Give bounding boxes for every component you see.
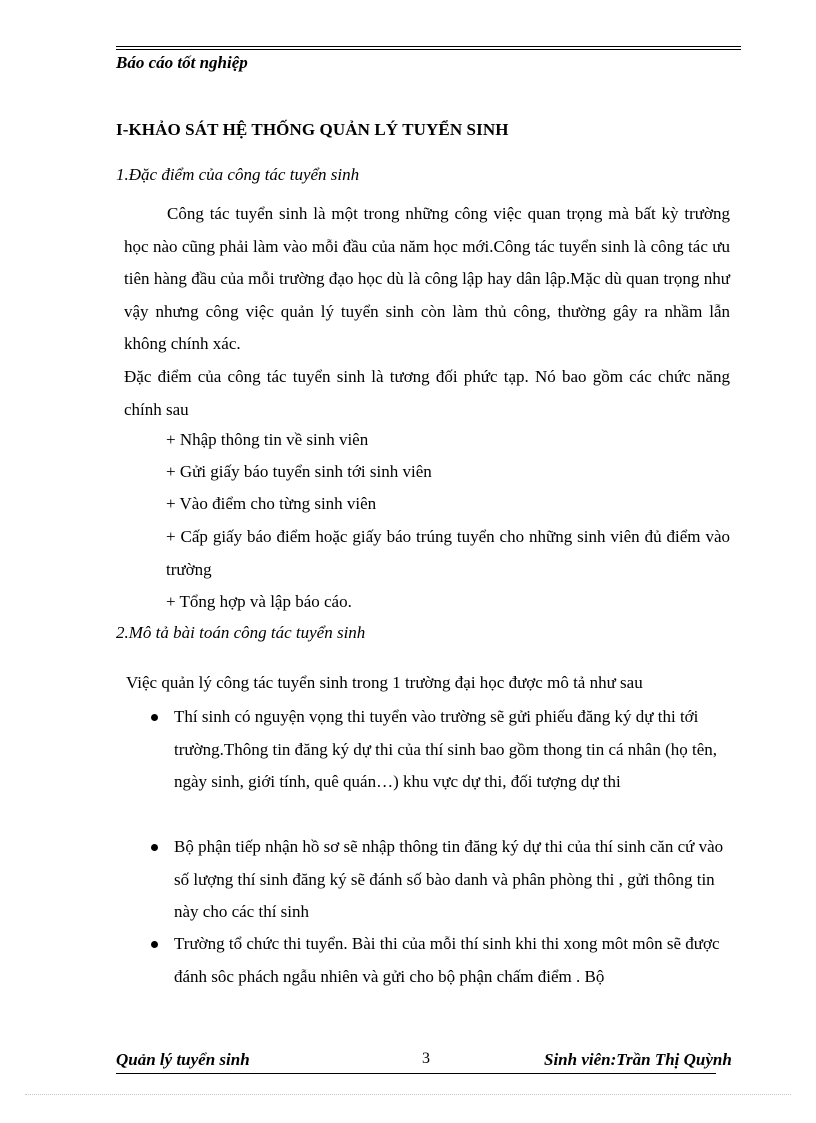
header-rule-top xyxy=(116,46,741,47)
feature-item: + Tổng hợp và lập báo cáo. xyxy=(166,592,352,611)
paragraph-features: Đặc điểm của công tác tuyển sinh là tương đối phức tạp. Nó bao gồm các chức năng chính sau xyxy=(124,367,730,419)
bullet-item xyxy=(174,701,734,799)
footer-author: Sinh viên:Trần Thị Quỳnh xyxy=(544,1050,732,1069)
footer-left-title: Quản lý tuyển sinh xyxy=(116,1050,250,1069)
bullet-item xyxy=(174,928,734,993)
problem-intro: Việc quản lý công tác tuyển sinh trong 1 trường đại học được mô tả như sau xyxy=(126,673,643,692)
page-bottom-divider xyxy=(25,1094,791,1095)
bullet-icon xyxy=(151,844,158,851)
bullet-icon xyxy=(151,714,158,721)
bullet-text: Trường tổ chức thi tuyển. Bài thi của mỗi thí sinh khi thi xong môt môn sẽ được đánh sôc phách ngẫu nhiên và gửi cho bộ phận chấm điểm . Bộ xyxy=(174,934,720,986)
subheading-1: 1.Đặc điểm của công tác tuyển sinh xyxy=(116,165,360,184)
footer-rule xyxy=(116,1073,716,1074)
feature-item: + Cấp giấy báo điểm hoặc giấy báo trúng tuyển cho những sinh viên đủ điểm vào trường xyxy=(166,527,730,579)
feature-item: + Nhập thông tin về sinh viên xyxy=(166,430,369,449)
bullet-item xyxy=(174,831,734,929)
header-rule-bottom xyxy=(116,49,741,50)
paragraph-intro: Công tác tuyển sinh là một trong những công việc quan trọng mà bất kỳ trường học nào cũng phải làm vào mỗi đầu của năm học mới.Công tác tuyển sinh là công tác ưu tiên hàng đầu của mỗi trường đạo học dù là công lập hay dân lập.Mặc dù quan trọng như vậy nhưng công việc quản lý tuyển sinh còn làm thủ công, thường gây ra nhầm lẫn không chính xác. xyxy=(124,204,730,353)
page-number: 3 xyxy=(422,1050,430,1067)
bullet-icon xyxy=(151,941,158,948)
bullet-text: Thí sinh có nguyện vọng thi tuyển vào trường sẽ gửi phiếu đăng ký dự thi tới trường.Thông tin đăng ký dự thi của thí sinh bao gồm thong tin cá nhân (họ tên, ngày sinh, giới tính, quê quán…) khu vực dự thi, đối tượng dự thi xyxy=(174,707,718,791)
page-header-title: Báo cáo tốt nghiệp xyxy=(116,53,248,72)
feature-item: + Gửi giấy báo tuyển sinh tới sinh viên xyxy=(166,462,432,481)
feature-item: + Vào điểm cho từng sinh viên xyxy=(166,494,377,513)
section-title: I-KHẢO SÁT HỆ THỐNG QUẢN LÝ TUYỂN SINH xyxy=(116,120,509,139)
bullet-text: Bộ phận tiếp nhận hồ sơ sẽ nhập thông tin đăng ký dự thi của thí sinh căn cứ vào số lượng thí sinh đăng ký sẽ đánh số bào danh và phân phòng thi , gửi thông tin này cho các thí sinh xyxy=(174,837,724,921)
subheading-2: 2.Mô tả bài toán công tác tuyển sinh xyxy=(116,623,366,642)
